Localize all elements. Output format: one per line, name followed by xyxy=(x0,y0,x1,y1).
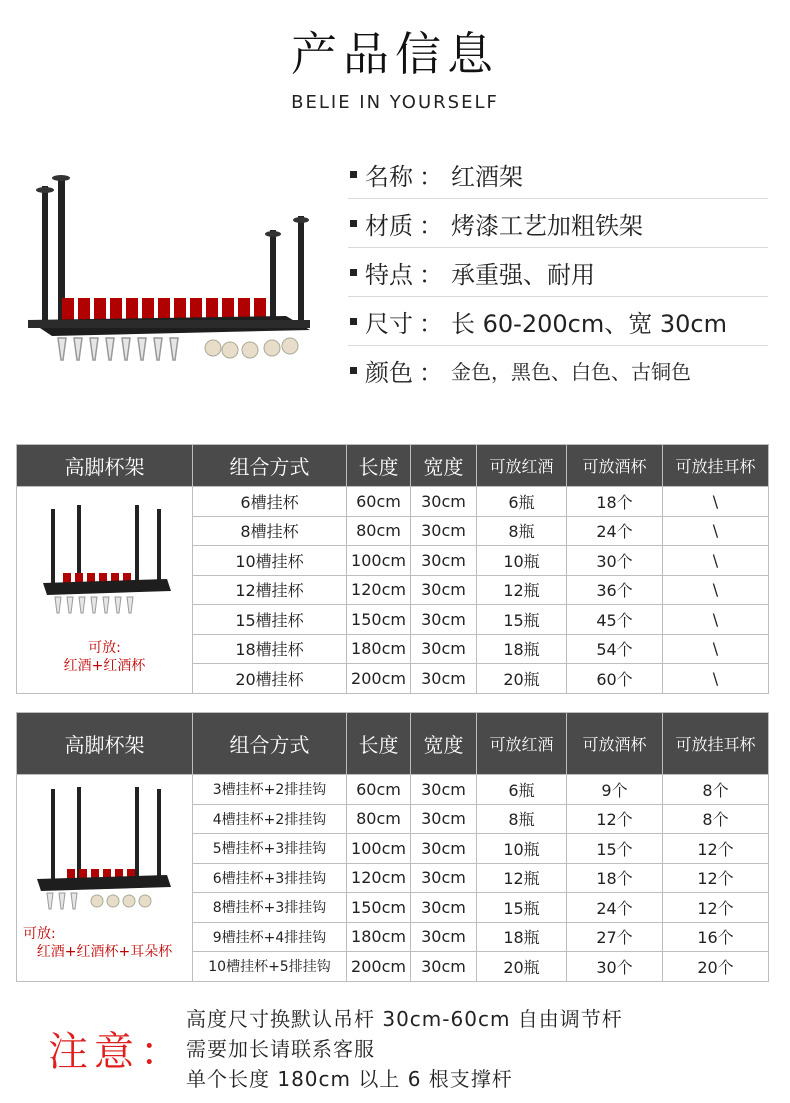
table-cell: 100cm xyxy=(347,834,411,864)
table-cell: 4槽挂杯+2排挂钩 xyxy=(193,804,347,834)
table-cell: 10槽挂杯+5排挂钩 xyxy=(193,952,347,982)
table-cell: 8瓶 xyxy=(477,516,567,546)
spec-colon: ： xyxy=(419,162,443,191)
table-cell: 100cm xyxy=(347,546,411,576)
usage-note-label: 可放: xyxy=(23,926,56,942)
table-cell: 80cm xyxy=(347,516,411,546)
spec-row-name xyxy=(348,150,768,199)
table-cell: 18瓶 xyxy=(477,634,567,664)
table-cell: 6槽挂杯+3排挂钩 xyxy=(193,863,347,893)
table-cell: 18瓶 xyxy=(477,922,567,952)
table-cell: 15瓶 xyxy=(477,893,567,923)
table-cell: 10瓶 xyxy=(477,546,567,576)
column-header: 可放挂耳杯 xyxy=(663,445,769,487)
column-header: 可放红酒 xyxy=(477,713,567,775)
table-cell: 30cm xyxy=(411,952,477,982)
size-table-2 xyxy=(16,712,769,982)
spec-label: 特点 xyxy=(365,260,413,289)
table-cell: 30个 xyxy=(567,546,663,576)
table-cell: 200cm xyxy=(347,952,411,982)
bullet-icon xyxy=(350,220,357,227)
table-cell: 6瓶 xyxy=(477,775,567,805)
column-header: 可放挂耳杯 xyxy=(663,713,769,775)
table-cell: 15个 xyxy=(567,834,663,864)
table-cell: 30cm xyxy=(411,487,477,517)
notice-line: 高度尺寸换默认吊杆 30cm-60cm 自由调节杆 xyxy=(186,1007,623,1031)
table-cell: 8个 xyxy=(663,804,769,834)
table-cell: 20瓶 xyxy=(477,952,567,982)
spec-label: 材质 xyxy=(365,211,413,240)
table-cell: 200cm xyxy=(347,664,411,694)
table-row xyxy=(17,775,769,805)
column-header: 高脚杯架 xyxy=(17,713,193,775)
spec-row-color xyxy=(348,346,768,394)
table-cell: 16个 xyxy=(663,922,769,952)
table-cell: 12槽挂杯 xyxy=(193,575,347,605)
table-cell: 60cm xyxy=(347,775,411,805)
table-cell: \ xyxy=(663,605,769,635)
table-cell: 150cm xyxy=(347,605,411,635)
table-cell: 120cm xyxy=(347,575,411,605)
column-header: 宽度 xyxy=(411,713,477,775)
bullet-icon xyxy=(350,367,357,374)
table-cell: 8个 xyxy=(663,775,769,805)
spec-colon: ： xyxy=(419,358,443,387)
table-cell: \ xyxy=(663,575,769,605)
page-title: 产品信息 xyxy=(291,27,499,81)
table-cell: 18个 xyxy=(567,863,663,893)
table-cell: 30cm xyxy=(411,575,477,605)
table-cell: 15瓶 xyxy=(477,605,567,635)
usage-note xyxy=(17,639,192,675)
table-cell: 60个 xyxy=(567,664,663,694)
table-cell: 12个 xyxy=(663,863,769,893)
table-cell: 30cm xyxy=(411,834,477,864)
table-cell: 120cm xyxy=(347,863,411,893)
table-header-row xyxy=(17,445,769,487)
table-cell: 36个 xyxy=(567,575,663,605)
table-cell: 45个 xyxy=(567,605,663,635)
size-table-1 xyxy=(16,444,769,694)
table-cell: 30cm xyxy=(411,664,477,694)
column-header: 长度 xyxy=(347,713,411,775)
table-cell: 12个 xyxy=(567,804,663,834)
table-cell: 80cm xyxy=(347,804,411,834)
spec-row-feature xyxy=(348,248,768,297)
spec-value: 红酒架 xyxy=(451,162,523,191)
table-cell: 30cm xyxy=(411,605,477,635)
column-header: 可放红酒 xyxy=(477,445,567,487)
table-cell: 6槽挂杯 xyxy=(193,487,347,517)
bullet-icon xyxy=(350,318,357,325)
spec-value: 承重强、耐用 xyxy=(451,260,595,289)
table-cell: 180cm xyxy=(347,922,411,952)
table-header-row xyxy=(17,713,769,775)
rack-image-cell xyxy=(17,487,193,694)
table-cell: 18个 xyxy=(567,487,663,517)
table-cell: 12个 xyxy=(663,834,769,864)
table-cell: 3槽挂杯+2排挂钩 xyxy=(193,775,347,805)
table-cell: 30cm xyxy=(411,634,477,664)
table-cell: 20个 xyxy=(663,952,769,982)
table-cell: 15槽挂杯 xyxy=(193,605,347,635)
rack-image-cell xyxy=(17,775,193,982)
column-header: 可放酒杯 xyxy=(567,713,663,775)
spec-value: 烤漆工艺加粗铁架 xyxy=(451,211,643,240)
column-header: 宽度 xyxy=(411,445,477,487)
table-cell: 24个 xyxy=(567,516,663,546)
spec-row-size xyxy=(348,297,768,346)
column-header: 长度 xyxy=(347,445,411,487)
notice-line: 单个长度 180cm 以上 6 根支撑杆 xyxy=(186,1067,513,1091)
table-cell: \ xyxy=(663,516,769,546)
table-cell: 20槽挂杯 xyxy=(193,664,347,694)
table-cell: 150cm xyxy=(347,893,411,923)
spec-label: 名称 xyxy=(365,162,413,191)
spec-colon: ： xyxy=(419,211,443,240)
bullet-icon xyxy=(350,269,357,276)
table-cell: \ xyxy=(663,487,769,517)
spec-label: 尺寸 xyxy=(365,309,413,338)
table-cell: 18槽挂杯 xyxy=(193,634,347,664)
table-cell: 30cm xyxy=(411,863,477,893)
spec-value: 金色，黑色、白色、古铜色 xyxy=(451,359,691,384)
column-header: 组合方式 xyxy=(193,445,347,487)
spec-list xyxy=(348,150,768,394)
column-header: 可放酒杯 xyxy=(567,445,663,487)
wine-rack-image xyxy=(27,495,177,630)
table-cell: 30个 xyxy=(567,952,663,982)
table-cell: \ xyxy=(663,634,769,664)
wine-rack-image xyxy=(18,168,318,398)
usage-note xyxy=(17,925,192,961)
table-cell: 20瓶 xyxy=(477,664,567,694)
spec-colon: ： xyxy=(419,309,443,338)
table-cell: 12瓶 xyxy=(477,863,567,893)
table-cell: \ xyxy=(663,546,769,576)
usage-note-value: 红酒+红酒杯+耳朵杯 xyxy=(36,944,173,960)
table-cell: 9个 xyxy=(567,775,663,805)
table-cell: 24个 xyxy=(567,893,663,923)
column-header: 高脚杯架 xyxy=(17,445,193,487)
table-cell: 30cm xyxy=(411,804,477,834)
table-cell: 12个 xyxy=(663,893,769,923)
table-cell: 9槽挂杯+4排挂钩 xyxy=(193,922,347,952)
notice-text xyxy=(186,1004,623,1094)
table-cell: 60cm xyxy=(347,487,411,517)
table-cell: 30cm xyxy=(411,516,477,546)
spec-value: 长 60-200cm、宽 30cm xyxy=(451,309,727,338)
table-cell: 5槽挂杯+3排挂钩 xyxy=(193,834,347,864)
table-row xyxy=(17,487,769,517)
table-cell: 6瓶 xyxy=(477,487,567,517)
table-cell: 10瓶 xyxy=(477,834,567,864)
table-cell: 30cm xyxy=(411,893,477,923)
bullet-icon xyxy=(350,171,357,178)
table-cell: 180cm xyxy=(347,634,411,664)
spec-colon: ： xyxy=(419,260,443,289)
notice-label: 注意： xyxy=(48,1029,186,1075)
table-cell: 8瓶 xyxy=(477,804,567,834)
table-cell: 12瓶 xyxy=(477,575,567,605)
table-cell: 8槽挂杯+3排挂钩 xyxy=(193,893,347,923)
notice-line: 需要加长请联系客服 xyxy=(186,1037,375,1061)
table-cell: 30cm xyxy=(411,922,477,952)
table-cell: 54个 xyxy=(567,634,663,664)
table-cell: 10槽挂杯 xyxy=(193,546,347,576)
wine-rack-image xyxy=(27,783,177,918)
table-cell: \ xyxy=(663,664,769,694)
usage-note-label: 可放: xyxy=(88,640,121,656)
table-cell: 27个 xyxy=(567,922,663,952)
table-cell: 30cm xyxy=(411,775,477,805)
spec-label: 颜色 xyxy=(365,358,413,387)
table-cell: 8槽挂杯 xyxy=(193,516,347,546)
spec-row-material xyxy=(348,199,768,248)
column-header: 组合方式 xyxy=(193,713,347,775)
table-cell: 30cm xyxy=(411,546,477,576)
page-subtitle: BELIE IN YOURSELF xyxy=(291,92,499,113)
usage-note-value: 红酒+红酒杯 xyxy=(63,658,146,674)
